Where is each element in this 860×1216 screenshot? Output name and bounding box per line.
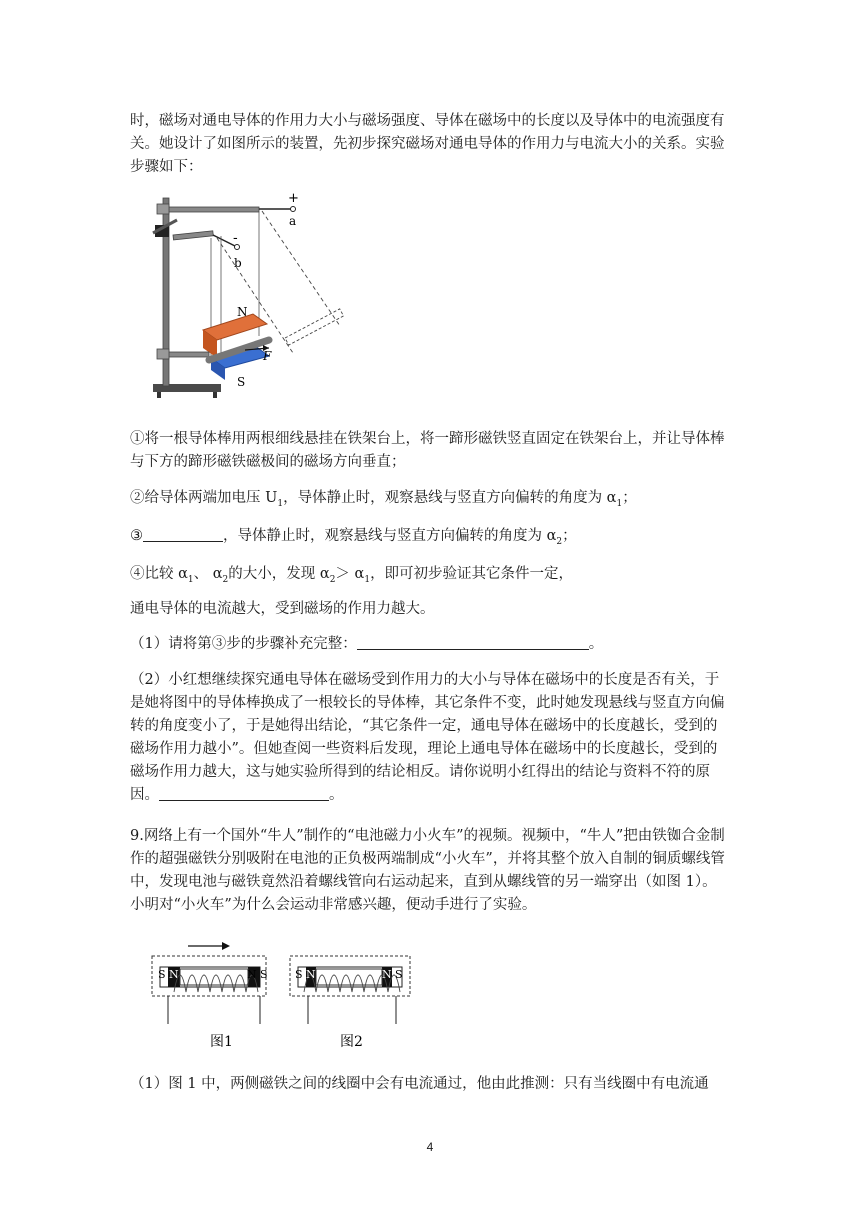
- step-3: ③ ，导体静止时，观察悬线与竖直方向偏转的角度为 $\alpha_2$；: [130, 525, 730, 554]
- plus-label: +: [288, 191, 299, 206]
- page-number: 4: [426, 1140, 434, 1154]
- figure-2-caption: 图2: [340, 1034, 363, 1050]
- question-1: （1）请将第③步的步骤补充完整： 。: [130, 633, 730, 656]
- step-2: ②给导体两端加电压 $U_1$，导体静止时，观察悬线与竖直方向偏转的角度为 $\alpha_1$；: [130, 490, 637, 509]
- force-label: F: [263, 349, 272, 363]
- question-9-part-1: （1）图 1 中，两侧磁铁之间的线圈中会有电流通过，他由此推测：只有当线圈中有电流通: [130, 1076, 709, 1092]
- svg-text:N: N: [169, 968, 179, 981]
- figure-2: [290, 956, 410, 1050]
- question-2: （2）小红想继续探究通电导体在磁场受到作用力的大小与导体在磁场中的长度是否有关，于是她将图中的导体棒换成了一根较长的导体棒，其它条件不变，此时她发现悬线与竖直方向偏转的角度变小了，于是她得出结论，“其它条件一定，通电导体在磁场中的长度越长，受到的磁场作用力越小”。但她查阅一些资料后发现，理论上通电导体在磁场中的长度越长，受到的磁场作用力越大，这与她实验所得到的结论相反。请你说明小红得出的结论与资料不符的原因。 。: [130, 672, 725, 803]
- step-1: ①将一根导体棒用两根细线悬挂在铁架台上，将一蹄形磁铁竖直固定在铁架台上，并让导体棒与下方的蹄形磁铁磁极间的磁场方向垂直；: [130, 431, 725, 470]
- south-label: S: [237, 375, 246, 389]
- north-label: N: [237, 305, 248, 319]
- figure-1: [152, 942, 268, 1050]
- arrow-right-icon: [222, 942, 230, 950]
- label-a: a: [289, 214, 297, 228]
- svg-text:N: N: [306, 968, 316, 981]
- label-b: b: [234, 256, 242, 270]
- svg-text:S: S: [295, 968, 303, 981]
- solenoid-figure: [148, 940, 428, 1060]
- svg-text:S: S: [395, 968, 403, 981]
- svg-text:S: S: [260, 968, 268, 981]
- svg-text:S: S: [158, 968, 166, 981]
- minus-label: -: [233, 231, 238, 246]
- svg-text:N: N: [247, 968, 257, 981]
- apparatus-figure: [145, 188, 375, 403]
- figure-1-caption: 图1: [210, 1034, 233, 1050]
- step-3-blank[interactable]: [143, 525, 223, 542]
- question-2-blank[interactable]: [159, 784, 329, 801]
- question-9: 9.网络上有一个国外“牛人”制作的“电池磁力小火车”的视频。视频中，“牛人”把由铁铷合金制作的超强磁铁分别吸附在电池的正负极两端制成“小火车”，并将其整个放入自制的铜质螺线管中，发现电池与磁铁竟然沿着螺线管向右运动起来，直到从螺线管的另一端穿出（如图 1）。小明对“小火车”为什么会运动非常感兴趣，便动手进行了实验。: [130, 828, 725, 913]
- question-1-blank[interactable]: [357, 633, 589, 650]
- intro-paragraph: 时，磁场对通电导体的作用力大小与磁场强度、导体在磁场中的长度以及导体中的电流强度有关。她设计了如图所示的装置，先初步探究磁场对通电导体的作用力与电流大小的关系。实验步骤如下：: [130, 113, 725, 175]
- step-4: ④比较 $\alpha_1$、 $\alpha_2$的大小，发现 $\alpha_2> \alpha_1$，即可初步验证其它条件一定，: [130, 566, 574, 585]
- top-arm: [159, 207, 259, 212]
- svg-text:N: N: [382, 968, 392, 981]
- step-4-conclusion: 通电导体的电流越大，受到磁场的作用力越大。: [130, 601, 435, 617]
